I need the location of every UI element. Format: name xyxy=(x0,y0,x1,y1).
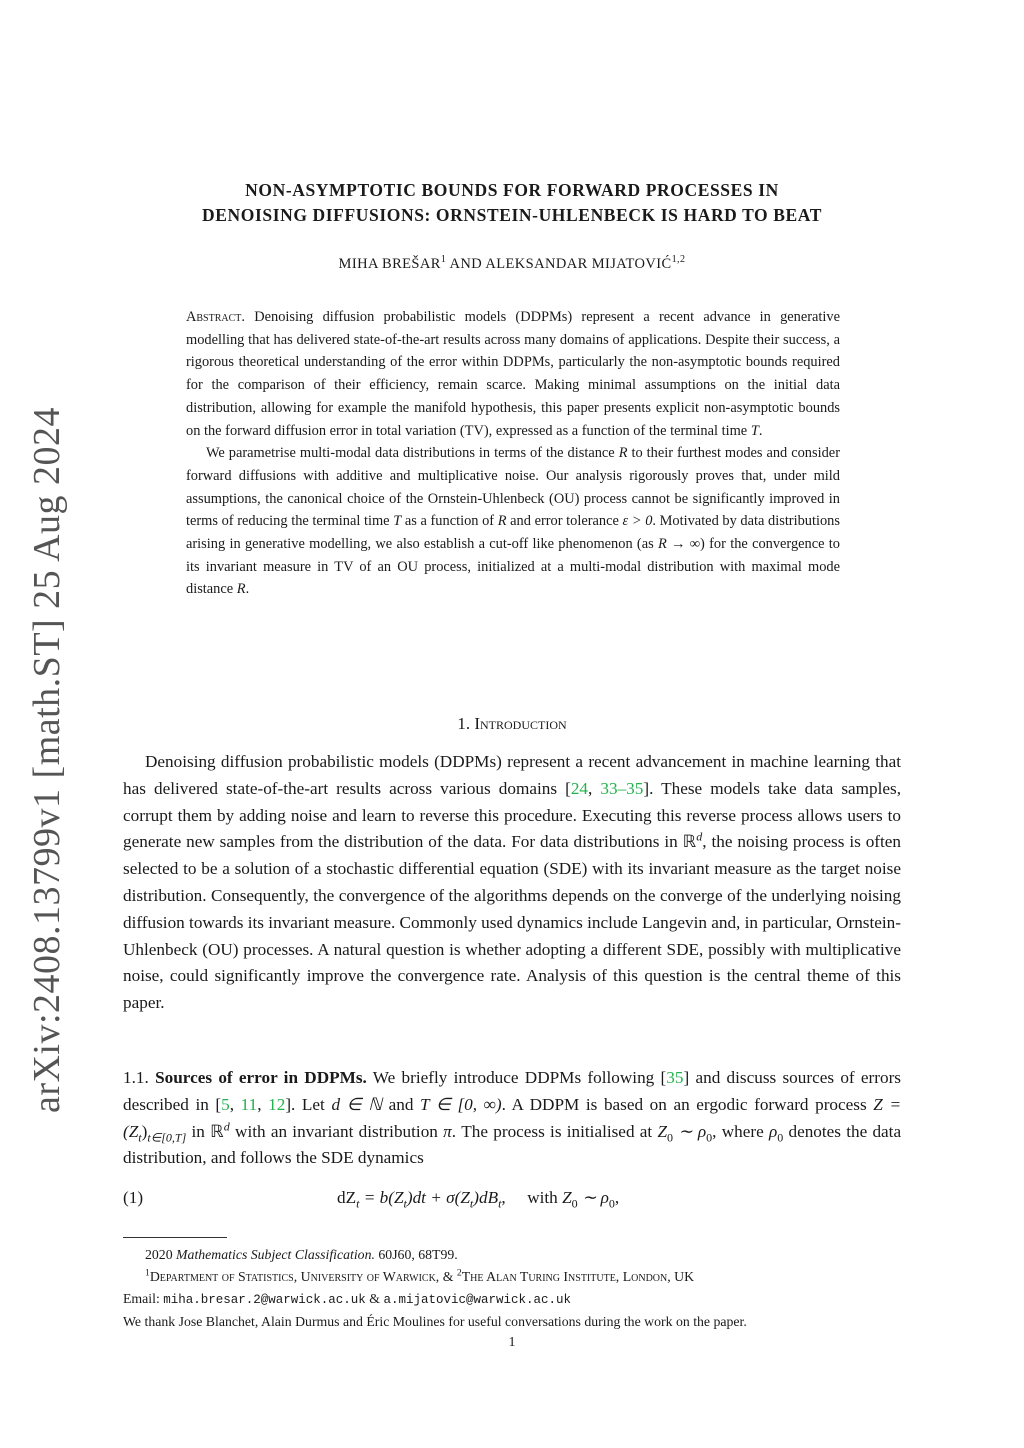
math-sub-0b: 0 xyxy=(706,1130,713,1145)
affiliation-2-marker: 2 xyxy=(456,1267,462,1279)
math-rho: ρ xyxy=(768,1121,778,1141)
title-line-2: DENOISING DIFFUSIONS: ORNSTEIN-UHLENBECK IS HARD TO BEAT xyxy=(202,205,822,225)
eq-init-comma: , xyxy=(614,1188,620,1207)
math-sub-0c: 0 xyxy=(777,1130,784,1145)
abstract-var-T2: T xyxy=(393,513,402,530)
math-Z0: Z xyxy=(657,1121,667,1141)
abstract-text-2b: to their furthest modes and consider forward diffusions with additive and multiplicative noise. Our analysis rigorously proves that, under mild assumptions, the canonical choice of the Ornstein-Uhlenbeck (OU) process cannot be significantly improved in terms of reducing the terminal time xyxy=(186,445,840,530)
eq-rhs-a: = b(Z xyxy=(363,1188,404,1207)
affiliation-1: Department of Statistics, University of Warwick, & xyxy=(149,1269,454,1284)
abstract-var-Rinf: R → ∞ xyxy=(658,536,701,553)
citation-5[interactable]: 5 xyxy=(221,1094,230,1114)
email-and: & xyxy=(369,1291,380,1306)
citation-11[interactable]: 11 xyxy=(240,1094,258,1114)
abstract-text-2a: We parametrise multi-modal data distributions in terms of the distance xyxy=(206,445,615,462)
abstract-text-2d: and error tolerance xyxy=(510,513,619,530)
eq-sub-t3: t xyxy=(469,1196,474,1211)
affiliation-2: The Alan Turing Institute, London, UK xyxy=(461,1269,695,1284)
footnote-affiliations xyxy=(123,1266,901,1288)
author-list xyxy=(0,256,1024,273)
abstract-text-2e: . Motivated by data distributions arising in generative modelling, we also establish a cut-off like phenomenon (as xyxy=(186,513,840,553)
subsection-title: Sources of error in DDPMs. xyxy=(155,1068,367,1087)
math-sim-rho: ∼ ρ xyxy=(678,1121,707,1141)
math-pi: π xyxy=(443,1121,452,1141)
eq-init-a: Z xyxy=(562,1188,572,1207)
abstract-var-R2: R xyxy=(497,513,507,530)
abstract-var-T: T xyxy=(750,422,759,439)
math-Z-close: ) xyxy=(141,1121,148,1141)
equation-number: (1) xyxy=(123,1188,144,1207)
math-Rd: ℝ xyxy=(682,832,697,852)
footnote-emails xyxy=(123,1288,901,1311)
math-d-in-N: d ∈ ℕ xyxy=(331,1094,382,1114)
abstract-text-2f: ) for the convergence to its invariant measure in TV of an OU process, initialized at a multi-modal distribution with maximal mode distance xyxy=(186,536,840,598)
footnotes xyxy=(123,1244,901,1333)
abstract-text-1: Denoising diffusion probabilistic models (DDPMs) represent a recent advance in generative modelling that has delivered state-of-the-art results across many domains of applications. Despite their success, a rigorous theoretical understanding of the error within DDPMs, particularly the non-asymptotic bounds required for the comparison of their efficiency, remain scarce. Making minimal assumptions on the initial data distribution, allowing for example the manifold hypothesis, this paper presents explicit non-asymptotic bounds on the forward diffusion error in total variation (TV), expressed as a function of the terminal time xyxy=(186,309,840,439)
abstract-var-eps: ε > 0 xyxy=(622,513,653,530)
eq-init-sub0b: 0 xyxy=(608,1196,615,1211)
intro-text-b: ]. These models take data samples, corrupt them by adding noise and learn to reverse this procedure. Executing this reverse process allows users to generate new samples from the distribution of the data. For data distributions in xyxy=(123,778,902,852)
email-label: Email: xyxy=(123,1291,160,1306)
sub-text-e: with an invariant distribution xyxy=(235,1121,438,1141)
math-d-2: d xyxy=(223,1118,230,1133)
eq-init-sub0: 0 xyxy=(571,1196,578,1211)
eq-sub-t: t xyxy=(356,1196,360,1211)
msc-label: Mathematics Subject Classification. xyxy=(176,1247,375,1262)
eq-rhs-b: )dt + σ(Z xyxy=(406,1188,470,1207)
sub-text-f: . The process is initialised at xyxy=(451,1121,653,1141)
math-T-range: T ∈ [0, ∞) xyxy=(420,1094,502,1114)
abstract-paragraph-1: Abstract. Denoising diffusion probabilistic models (DDPMs) represent a recent advance in generative modelling that has delivered state-of-the-art results across many domains of applications. Despite their success, a rigorous theoretical understanding of the error within DDPMs, particularly the non-asymptotic bounds required for the comparison of their efficiency, remain scarce. Making minimal assumptions on the initial data distribution, allowing for example the manifold hypothesis, this paper presents explicit non-asymptotic bounds on the forward diffusion error in total variation (TV), expressed as a function of the terminal time T. xyxy=(186,309,840,439)
author-1: MIHA BREŠAR xyxy=(338,256,441,272)
footnote-divider xyxy=(123,1237,227,1238)
eq-comma: , xyxy=(501,1188,506,1207)
paper-title xyxy=(0,178,1024,228)
sub-text-c: ]. Let xyxy=(285,1094,325,1114)
eq-with: with xyxy=(527,1188,558,1207)
sub-text-a: We briefly introduce DDPMs following [ xyxy=(372,1068,667,1087)
abstract-label: Abstract. xyxy=(186,309,245,325)
citation-35[interactable]: 35 xyxy=(666,1068,684,1087)
math-d: d xyxy=(696,829,703,844)
author-2-affiliation: 1,2 xyxy=(671,254,686,266)
sub-text-in: in xyxy=(191,1121,205,1141)
title-line-1: NON-ASYMPTOTIC BOUNDS FOR FORWARD PROCESSES IN xyxy=(245,180,779,200)
sub-text-d: . A DDPM is based on an ergodic forward process xyxy=(501,1094,867,1114)
citation-12[interactable]: 12 xyxy=(268,1094,286,1114)
section-number: 1. xyxy=(457,714,471,733)
abstract-paragraph-2: We parametrise multi-modal data distributions in terms of the distance R to their furthest modes and consider forward diffusions with additive and multiplicative noise. Our analysis rigorously proves that, under mild assumptions, the canonical choice of the Ornstein-Uhlenbeck (OU) process cannot be significantly improved in terms of reducing the terminal time T as a function of R and error tolerance ε > 0. Motivated by data distributions arising in generative modelling, we also establish a cut-off like phenomenon (as R → ∞) for the convergence to its invariant measure in TV of an OU process, initialized at a multi-modal distribution with maximal mode distance R. xyxy=(186,445,840,598)
footnote-acknowledgements: We thank Jose Blanchet, Alain Durmus and Éric Moulines for useful conversations during the work on the paper. xyxy=(123,1314,747,1329)
sub-text-g: , where xyxy=(712,1121,764,1141)
eq-sub-t4: t xyxy=(498,1196,502,1211)
intro-text-c: , the noising process is often selected to be a solution of a stochastic differential equation (SDE) with its invariant measure as the target noise distribution. Consequently, the convergence of the algorithms depends on the converge of the underlying noising diffusion towards its invariant measure. Commonly used dynamics include Langevin and, in particular, Ornstein-Uhlenbeck (OU) processes. A natural question is whether adopting a different SDE, possibly with multiplicative noise, could significantly improve the convergence rate. Analysis of this question is the central theme of this paper. xyxy=(123,832,902,1013)
abstract-var-R3: R xyxy=(236,581,246,598)
author-2: ALEKSANDAR MIJATOVIĆ xyxy=(485,256,672,272)
eq-rhs-c: )dB xyxy=(473,1188,499,1207)
math-Z-range: t∈[0,T] xyxy=(147,1130,187,1145)
email-link-1[interactable]: miha.bresar.2@warwick.ac.uk xyxy=(163,1293,366,1307)
eq-lhs: dZ xyxy=(337,1188,357,1207)
section-heading-introduction xyxy=(0,714,1024,734)
subsection-sources-of-error: 1.1. Sources of error in DDPMs. We briefly introduce DDPMs following [35] and discuss sources of errors described in [5, 11, 12]. Let d ∈ ℕ and T ∈ [0, ∞). A DDPM is based on an ergodic forward process $Z = (Z_t)_{t\in[0,T]}$ in ℝ$^d$ with an invariant distribution π. The process is initialised at $Z_0$ ∼ $\rho_0$, where $\rho_0$ denotes the data distribution, and follows the SDE dynamics xyxy=(123,1068,902,1168)
page-number: 1 xyxy=(508,1335,516,1350)
citation-33-35[interactable]: 33–35 xyxy=(600,778,644,798)
author-connector: AND xyxy=(449,256,483,272)
sub-text-and: and xyxy=(388,1094,414,1114)
sub-text-b: ] and discuss sources of errors described in [ xyxy=(123,1068,901,1114)
arxiv-identifier: arXiv:2408.13799v1 [math.ST] 25 Aug 2024 xyxy=(26,406,68,1114)
eq-sub-t2: t xyxy=(403,1196,407,1211)
abstract xyxy=(186,306,840,601)
section-title: Introduction xyxy=(474,714,567,733)
abstract-text-2c: as a function of xyxy=(404,513,495,530)
equation-body xyxy=(337,1188,620,1211)
sub-text-h: denotes the data distribution, and follows the SDE dynamics xyxy=(123,1121,902,1168)
email-link-2[interactable]: a.mijatovic@warwick.ac.uk xyxy=(383,1293,571,1307)
citation-24[interactable]: 24 xyxy=(570,778,589,798)
abstract-var-R: R xyxy=(618,445,628,462)
math-sub-0: 0 xyxy=(667,1130,674,1145)
footnote-msc xyxy=(123,1244,901,1266)
math-Rd-2: ℝ xyxy=(210,1121,224,1141)
introduction-paragraph: Denoising diffusion probabilistic models (DDPMs) represent a recent advancement in machine learning that has delivered state-of-the-art results across various domains [24, 33–35]. These models take data samples, corrupt them by adding noise and learn to reverse this procedure. Executing this reverse process allows users to generate new samples from the distribution of the data. For data distributions in ℝ$^d$, the noising process is often selected to be a solution of a stochastic differential equation (SDE) with its invariant measure as the target noise distribution. Consequently, the convergence of the algorithms depends on the converge of the underlying noising diffusion towards its invariant measure. Commonly used dynamics include Langevin and, in particular, Ornstein-Uhlenbeck (OU) processes. A natural question is whether adopting a different SDE, possibly with multiplicative noise, could significantly improve the convergence rate. Analysis of this question is the central theme of this paper. xyxy=(123,752,902,1013)
msc-codes: 60J60, 68T99. xyxy=(378,1247,458,1262)
eq-init-b: ∼ ρ xyxy=(581,1188,609,1207)
intro-text-a: Denoising diffusion probabilistic models (DDPMs) represent a recent advancement in machine learning that has delivered state-of-the-art results across various domains [ xyxy=(123,752,901,798)
affiliation-1-marker: 1 xyxy=(145,1267,150,1279)
msc-year: 2020 xyxy=(145,1247,173,1262)
author-1-affiliation: 1 xyxy=(440,254,447,266)
math-Z-def: Z = (Z xyxy=(123,1094,902,1141)
math-Z-sub-t: t xyxy=(138,1130,142,1145)
subsection-number: 1.1. xyxy=(123,1068,149,1087)
